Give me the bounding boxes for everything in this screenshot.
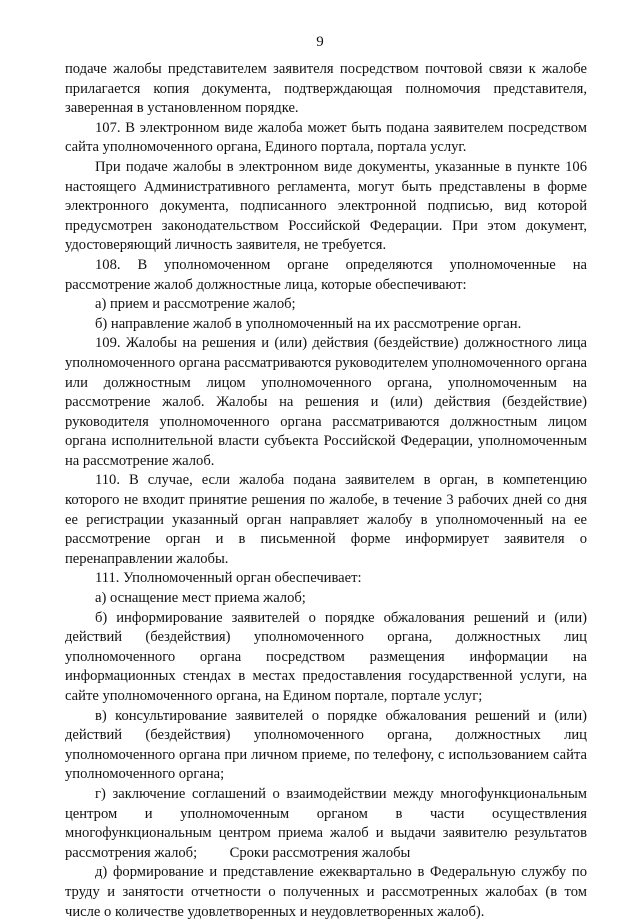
paragraph-continuation: подаче жалобы представителем заявителя посредством почтовой связи к жалобе прилагается копия документа, подтверждающая полномочия представителя, заверенная в установленном порядке.	[65, 61, 587, 117]
paragraph-108: 108. В уполномоченном органе определяются уполномоченные на рассмотрение жалоб должностные лица, которые обеспечивают:	[65, 256, 587, 293]
document-body	[65, 60, 587, 922]
paragraph-110: 110. В случае, если жалоба подана заявителем в орган, в компетенцию которого не входит принятие решения по жалобе, в течение 3 рабочих дней со дня ее регистрации указанный орган направляет жалобу в уполномоченный на ее рассмотрение орган и в письменной форме информирует заявителя о перенаправлении жалобы.	[65, 472, 587, 567]
paragraph-107-electronic-docs: При подаче жалобы в электронном виде документы, указанные в пункте 106 настоящего Административного регламента, могут быть представлены в форме электронного документа, подписанного электронной подписью, вид которой предусмотрен законодательством Российской Федерации. При этом документ, удостоверяющий личность заявителя, не требуется.	[65, 158, 587, 254]
paragraph-108-item-b: б) направление жалоб в уполномоченный на их рассмотрение орган.	[95, 315, 522, 332]
paragraph-111-item-g: г) заключение соглашений о взаимодействии между многофункциональным центром и уполномоченным органом в части осуществления многофункциональным центром приема жалоб и выдачи заявителю результатов рассмотрения жалоб;	[65, 785, 587, 861]
paragraph-111-item-d: д) формирование и представление ежеквартально в Федеральную службу по труду и занятости отчетности о полученных и рассмотренных жалобах (в том числе о количестве удовлетворенных и неудовлетворенных жалоб).	[65, 864, 587, 920]
paragraph-111-item-v: в) консультирование заявителей о порядке обжалования решений и (или) действий (бездействия) уполномоченного органа, должностных лиц уполномоченного органа при личном приеме, по телефону, с использованием сайта уполномоченного органа;	[65, 707, 587, 783]
paragraph-111-item-a: а) оснащение мест приема жалоб;	[95, 590, 306, 607]
paragraph-108-item-a: а) прием и рассмотрение жалоб;	[95, 296, 296, 313]
paragraph-107: 107. В электронном виде жалоба может быть подана заявителем посредством сайта уполномоченного органа, Единого портала, портала услуг.	[65, 119, 587, 156]
section-heading: Сроки рассмотрения жалобы	[229, 845, 411, 861]
paragraph-109: 109. Жалобы на решения и (или) действия (бездействие) должностного лица уполномоченного органа рассматриваются руководителем уполномоченного органа или должностным лицом уполномоченного органа, уполномоченным на рассмотрение жалоб. Жалобы на решения и (или) действия (бездействие) руководителя уполномоченного органа рассматриваются должностным лицом органа исполнительной власти субъекта Российской Федерации, уполномоченным на рассмотрение жалоб.	[65, 335, 587, 469]
paragraph-111: 111. Уполномоченный орган обеспечивает:	[95, 570, 362, 587]
page-number: 9	[316, 34, 324, 50]
paragraph-111-item-b: б) информирование заявителей о порядке обжалования решений и (или) действий (бездействия) уполномоченного органа, должностных лиц уполномоченного органа посредством размещения информации на информационных стендах в местах предоставления государственной услуги, на сайте уполномоченного органа, на Едином портале, портале услуг;	[65, 609, 587, 704]
